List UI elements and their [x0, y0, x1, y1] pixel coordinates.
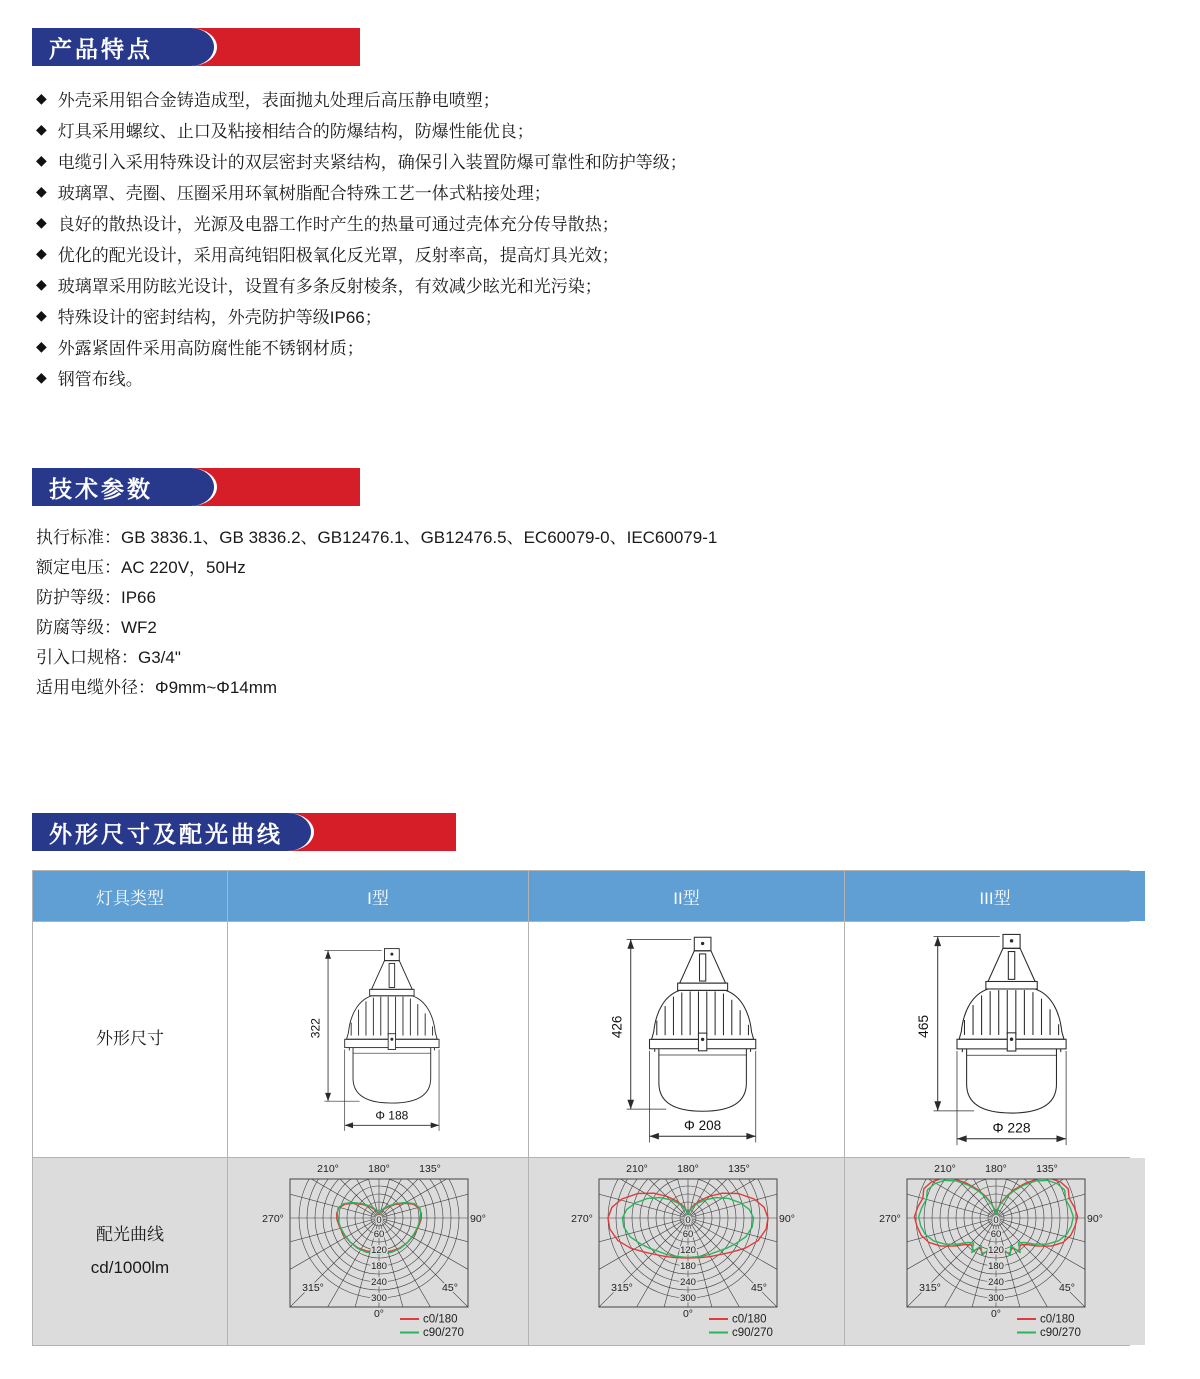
- feature-item-text: 电缆引入采用特殊设计的双层密封夹紧结构，确保引入装置防爆可靠性和防护等级；: [57, 153, 687, 172]
- diameter-dimension: [345, 1049, 439, 1130]
- radial-tick-label: 240: [371, 1277, 387, 1288]
- radial-tick-label: 240: [679, 1277, 696, 1288]
- lamp-outline-drawing-type-1: [267, 943, 489, 1142]
- feature-item: [36, 331, 687, 362]
- tech-parameter-row: 适用电缆外径：Φ9mm~Φ14mm: [36, 678, 278, 697]
- diameter-dimension-label: Φ 228: [991, 1118, 1031, 1135]
- radial-tick-label: 180: [988, 1261, 1004, 1272]
- diamond-bullet-icon: ◆: [36, 245, 47, 261]
- lamp-drawing: [956, 934, 1065, 1113]
- polar-chart-cell-3: [845, 1158, 1145, 1345]
- angle-label: 270°: [262, 1213, 284, 1225]
- height-dimension: [915, 936, 1000, 1110]
- height-dimension: [609, 939, 691, 1109]
- feature-item-text: 玻璃罩、壳圈、压圈采用环氧树脂配合特殊工艺一体式粘接处理；: [57, 184, 551, 203]
- angle-label: 180°: [368, 1163, 390, 1175]
- diamond-bullet-icon: ◆: [36, 152, 47, 168]
- radial-tick-label: 60: [373, 1229, 385, 1240]
- feature-item: [36, 145, 687, 176]
- diamond-bullet-icon: ◆: [36, 121, 47, 137]
- radial-tick-label: 300: [679, 1293, 696, 1304]
- angle-label: 90°: [778, 1213, 795, 1225]
- angle-label: 135°: [419, 1163, 441, 1175]
- angle-label: 180°: [985, 1163, 1007, 1175]
- diamond-bullet-icon: ◆: [36, 307, 47, 323]
- row-label-light-distribution-line1: 配光曲线: [96, 1225, 164, 1245]
- diamond-bullet-icon: ◆: [36, 90, 47, 106]
- legend-label: c90/270: [1040, 1327, 1081, 1339]
- height-dimension-label: 322: [308, 1018, 323, 1039]
- angle-label: 90°: [470, 1213, 486, 1225]
- table-header-type-2: II型: [529, 871, 844, 921]
- diamond-bullet-icon: ◆: [36, 214, 47, 230]
- legend-label: c0/180: [1040, 1313, 1075, 1326]
- chart-legend: [1017, 1314, 1081, 1340]
- diamond-bullet-icon: ◆: [36, 183, 47, 199]
- diamond-bullet-icon: ◆: [36, 369, 47, 385]
- features-list: [36, 83, 687, 393]
- table-header-type-1: I型: [228, 871, 528, 921]
- feature-item-text: 特殊设计的密封结构，外壳防护等级IP66；: [57, 308, 382, 327]
- radial-tick-label: 180: [679, 1261, 696, 1272]
- lamp-diagram-cell-3: [845, 922, 1145, 1157]
- lamp-outline-drawing-type-2: [562, 931, 812, 1155]
- dimensions-section-banner: [32, 813, 456, 851]
- diameter-dimension: [649, 1050, 755, 1142]
- radial-tick-label: 120: [679, 1245, 696, 1256]
- diamond-bullet-icon: ◆: [36, 276, 47, 292]
- feature-item: [36, 207, 687, 238]
- table-header-type-3: III型: [845, 871, 1145, 921]
- feature-item: [36, 362, 687, 393]
- angle-label: 210°: [934, 1163, 956, 1175]
- angle-label: 210°: [625, 1163, 648, 1175]
- diameter-dimension: [956, 1051, 1065, 1145]
- polar-light-distribution-chart-type-1: [228, 1159, 528, 1344]
- radial-tick-label: 240: [988, 1277, 1004, 1288]
- radial-tick-label: 0: [684, 1215, 691, 1226]
- height-dimension-label: 426: [608, 1015, 624, 1038]
- spec-table: [32, 870, 1130, 1346]
- radial-tick-label: 60: [682, 1229, 693, 1240]
- angle-label: 270°: [570, 1213, 593, 1225]
- angle-label: 0°: [682, 1308, 693, 1320]
- legend-label: c0/180: [731, 1313, 767, 1326]
- tech-parameter-row: 防腐等级：WF2: [36, 618, 157, 637]
- lamp-diagram-cell-2: [529, 922, 844, 1157]
- features-section-title: 产品特点: [32, 28, 217, 66]
- angle-label: 45°: [750, 1282, 767, 1294]
- feature-item-text: 外壳采用铝合金铸造成型，表面抛丸处理后高压静电喷塑；: [57, 91, 500, 110]
- diameter-dimension-label: Φ 208: [683, 1117, 721, 1133]
- legend-label: c90/270: [731, 1327, 773, 1339]
- dimensions-section-title: 外形尺寸及配光曲线: [32, 813, 314, 851]
- height-dimension: [309, 950, 382, 1101]
- feature-item-text: 灯具采用螺纹、止口及粘接相结合的防爆结构，防爆性能优良；: [57, 122, 534, 141]
- chart-legend: [400, 1314, 464, 1340]
- angle-label: 45°: [442, 1282, 458, 1294]
- tech-section-title: 技术参数: [32, 468, 217, 506]
- feature-item-text: 外露紧固件采用高防腐性能不锈钢材质；: [57, 339, 364, 358]
- feature-item-text: 钢管布线。: [57, 370, 143, 389]
- feature-item: [36, 269, 687, 300]
- tech-parameters-list: [36, 523, 717, 703]
- diameter-dimension-label: Φ 188: [375, 1108, 409, 1123]
- tech-parameter-row: 额定电压：AC 220V，50Hz: [36, 558, 246, 577]
- angle-label: 135°: [727, 1163, 750, 1175]
- chart-legend: [709, 1314, 773, 1340]
- feature-item-text: 良好的散热设计，光源及电器工作时产生的热量可通过壳体充分传导散热；: [57, 215, 619, 234]
- feature-item-text: 玻璃罩采用防眩光设计，设置有多条反射棱条，有效减少眩光和光污染；: [57, 277, 602, 296]
- angle-label: 270°: [879, 1213, 901, 1225]
- angle-label: 135°: [1036, 1163, 1058, 1175]
- polar-light-distribution-chart-type-3: [845, 1159, 1145, 1344]
- radial-tick-label: 0: [993, 1215, 999, 1226]
- tech-parameter-row: 防护等级：IP66: [36, 588, 156, 607]
- row-label-outline-dimensions: 外形尺寸: [33, 922, 227, 1157]
- feature-item-text: 优化的配光设计，采用高纯铝阳极氧化反光罩，反射率高，提高灯具光效；: [57, 246, 619, 265]
- radial-tick-label: 300: [988, 1293, 1004, 1304]
- lamp-drawing: [345, 949, 439, 1103]
- radial-tick-label: 120: [371, 1245, 387, 1256]
- lamp-outline-drawing-type-3: [867, 928, 1124, 1158]
- radial-tick-label: 300: [371, 1293, 387, 1304]
- height-dimension-label: 465: [914, 1014, 931, 1038]
- angle-label: 210°: [317, 1163, 339, 1175]
- row-label-light-distribution: [33, 1158, 227, 1345]
- feature-item: [36, 300, 687, 331]
- angle-label: 315°: [610, 1282, 633, 1294]
- feature-item: [36, 83, 687, 114]
- legend-label: c0/180: [423, 1313, 458, 1326]
- polar-light-distribution-chart-type-2: [537, 1159, 837, 1344]
- angle-label: 45°: [1059, 1282, 1075, 1294]
- angle-label: 315°: [302, 1282, 324, 1294]
- angle-label: 0°: [990, 1308, 1002, 1320]
- tech-section-banner: [32, 468, 360, 506]
- radial-tick-label: 180: [371, 1261, 387, 1272]
- tech-parameter-row: 执行标准：GB 3836.1、GB 3836.2、GB12476.1、GB12476.5、EC60079-0、IEC60079-1: [36, 528, 718, 547]
- feature-item: [36, 238, 687, 269]
- angle-label: 180°: [676, 1163, 699, 1175]
- radial-tick-label: 120: [988, 1245, 1004, 1256]
- angle-label: 90°: [1087, 1213, 1103, 1225]
- tech-parameter-row: 引入口规格：G3/4": [36, 648, 181, 667]
- polar-chart-cell-1: [228, 1158, 528, 1345]
- features-section-banner: [32, 28, 360, 66]
- polar-chart-cell-2: [529, 1158, 844, 1345]
- lamp-drawing: [649, 937, 755, 1111]
- lamp-diagram-cell-1: [228, 922, 528, 1157]
- row-label-light-distribution-line2: cd/1000lm: [90, 1257, 170, 1277]
- feature-item: [36, 176, 687, 207]
- angle-label: 0°: [373, 1308, 385, 1320]
- legend-label: c90/270: [423, 1327, 464, 1339]
- feature-item: [36, 114, 687, 145]
- radial-tick-label: 0: [376, 1215, 382, 1226]
- diamond-bullet-icon: ◆: [36, 338, 47, 354]
- angle-label: 315°: [919, 1282, 941, 1294]
- table-header-lamp-type: 灯具类型: [33, 871, 227, 921]
- radial-tick-label: 60: [990, 1229, 1002, 1240]
